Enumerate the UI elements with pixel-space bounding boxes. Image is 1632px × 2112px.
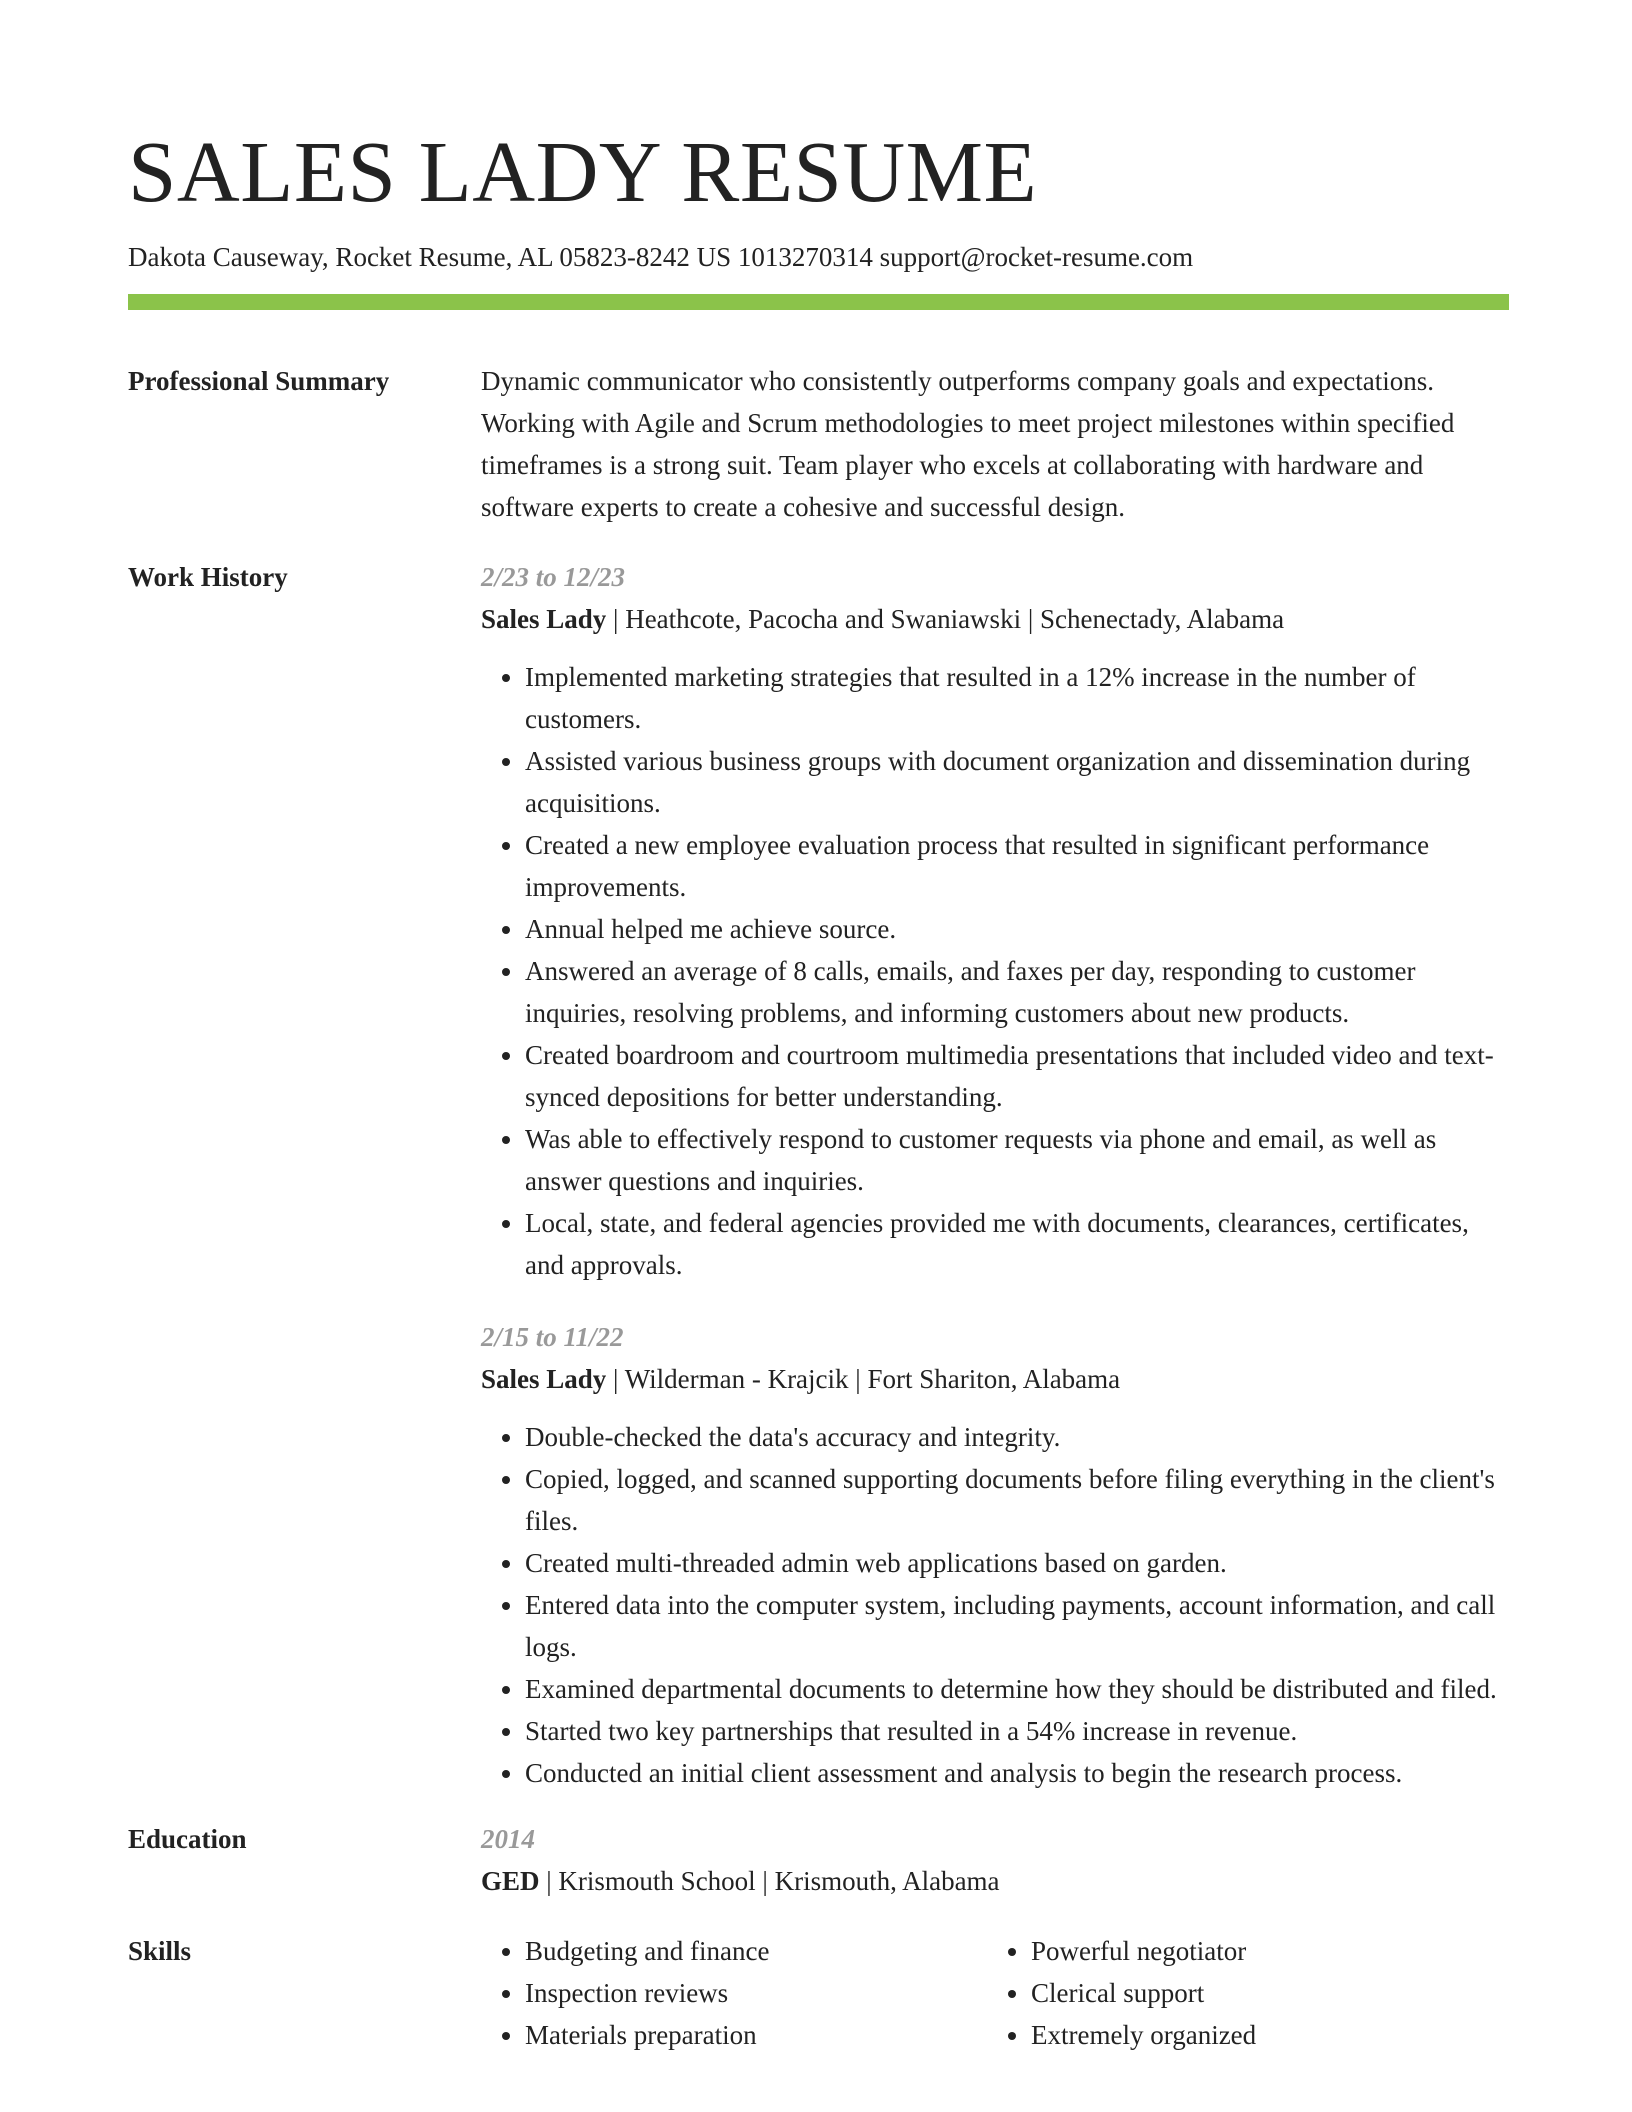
list-item: • Implemented marketing strategies that resulted in a 12% increase in the number of customers. [525, 656, 1509, 740]
skills-list-right [987, 1930, 1256, 2056]
list-item: • Started two key partnerships that resulted in a 54% increase in revenue. [525, 1710, 1509, 1752]
list-item: • Entered data into the computer system, including payments, account information, and call logs. [525, 1584, 1509, 1668]
list-item: • Was able to effectively respond to customer requests via phone and email, as well as answer questions and inquiries. [525, 1118, 1509, 1202]
list-item: • Local, state, and federal agencies provided me with documents, clearances, certificates, and approvals. [525, 1202, 1509, 1286]
job-bullets [481, 656, 1509, 1286]
summary-text: Dynamic communicator who consistently outperforms company goals and expectations. Working with Agile and Scrum methodologies to meet project milestones within specified timeframes is a strong suit. Team player who excels at collaborating with hardware and software experts to create a cohesive and successful design. [481, 366, 1455, 522]
skill-item: • Extremely organized [1031, 2014, 1256, 2056]
education-year: 2014 [481, 1824, 535, 1854]
list-item: • Conducted an initial client assessment and analysis to begin the research process. [525, 1752, 1509, 1794]
education-heading [481, 1860, 1509, 1902]
job-details: | Wilderman - Krajcik | Fort Shariton, Alabama [606, 1364, 1121, 1394]
resume-title: SALES LADY RESUME [128, 123, 1038, 220]
skill-item: • Budgeting and finance [525, 1930, 987, 1972]
job-dates: 2/15 to 11/22 [481, 1322, 624, 1352]
education-degree: GED [481, 1866, 540, 1896]
job-heading [481, 1358, 1509, 1400]
skills-list-left [481, 1930, 987, 2056]
header-accent-rule [128, 294, 1509, 310]
resume-page [128, 0, 1509, 2056]
skills-section [128, 1930, 1509, 2056]
skill-item: • Inspection reviews [525, 1972, 987, 2014]
education-label: Education [128, 1824, 247, 1854]
work-history-section [128, 556, 1509, 1794]
skill-item: • Clerical support [1031, 1972, 1256, 2014]
list-item: • Annual helped me achieve source. [525, 908, 1509, 950]
job-entry [481, 1316, 1509, 1794]
job-title: Sales Lady [481, 604, 607, 634]
contact-line: Dakota Causeway, Rocket Resume, AL 05823-8242 US 1013270314 support@rocket-resume.com [128, 242, 1194, 272]
list-item: • Created a new employee evaluation process that resulted in significant performance improvements. [525, 824, 1509, 908]
list-item: • Created multi-threaded admin web applications based on garden. [525, 1542, 1509, 1584]
skills-body [481, 1930, 1509, 2056]
skills-grid [481, 1930, 1509, 2056]
job-details: | Heathcote, Pacocha and Swaniawski | Schenectady, Alabama [606, 604, 1285, 634]
education-details: | Krismouth School | Krismouth, Alabama [539, 1866, 1000, 1896]
job-title: Sales Lady [481, 1364, 607, 1394]
list-item: • Answered an average of 8 calls, emails, and faxes per day, responding to customer inquiries, resolving problems, and informing customers about new products. [525, 950, 1509, 1034]
skills-label: Skills [128, 1936, 192, 1966]
job-entry [481, 556, 1509, 1286]
summary-section [128, 360, 1509, 528]
work-history-label: Work History [128, 562, 288, 592]
list-item: • Copied, logged, and scanned supporting documents before filing everything in the client's files. [525, 1458, 1509, 1542]
list-item: • Created boardroom and courtroom multimedia presentations that included video and text-synced depositions for better understanding. [525, 1034, 1509, 1118]
job-dates: 2/23 to 12/23 [481, 562, 626, 592]
list-item: • Double-checked the data's accuracy and integrity. [525, 1416, 1509, 1458]
job-bullets [481, 1416, 1509, 1794]
skill-item: • Materials preparation [525, 2014, 987, 2056]
list-item: • Assisted various business groups with document organization and dissemination during acquisitions. [525, 740, 1509, 824]
list-item: • Examined departmental documents to determine how they should be distributed and filed. [525, 1668, 1509, 1710]
job-heading [481, 598, 1509, 640]
summary-label: Professional Summary [128, 366, 390, 396]
work-history-body [481, 556, 1509, 1794]
education-body [481, 1818, 1509, 1902]
skill-item: • Powerful negotiator [1031, 1930, 1256, 1972]
education-section [128, 1818, 1509, 1902]
